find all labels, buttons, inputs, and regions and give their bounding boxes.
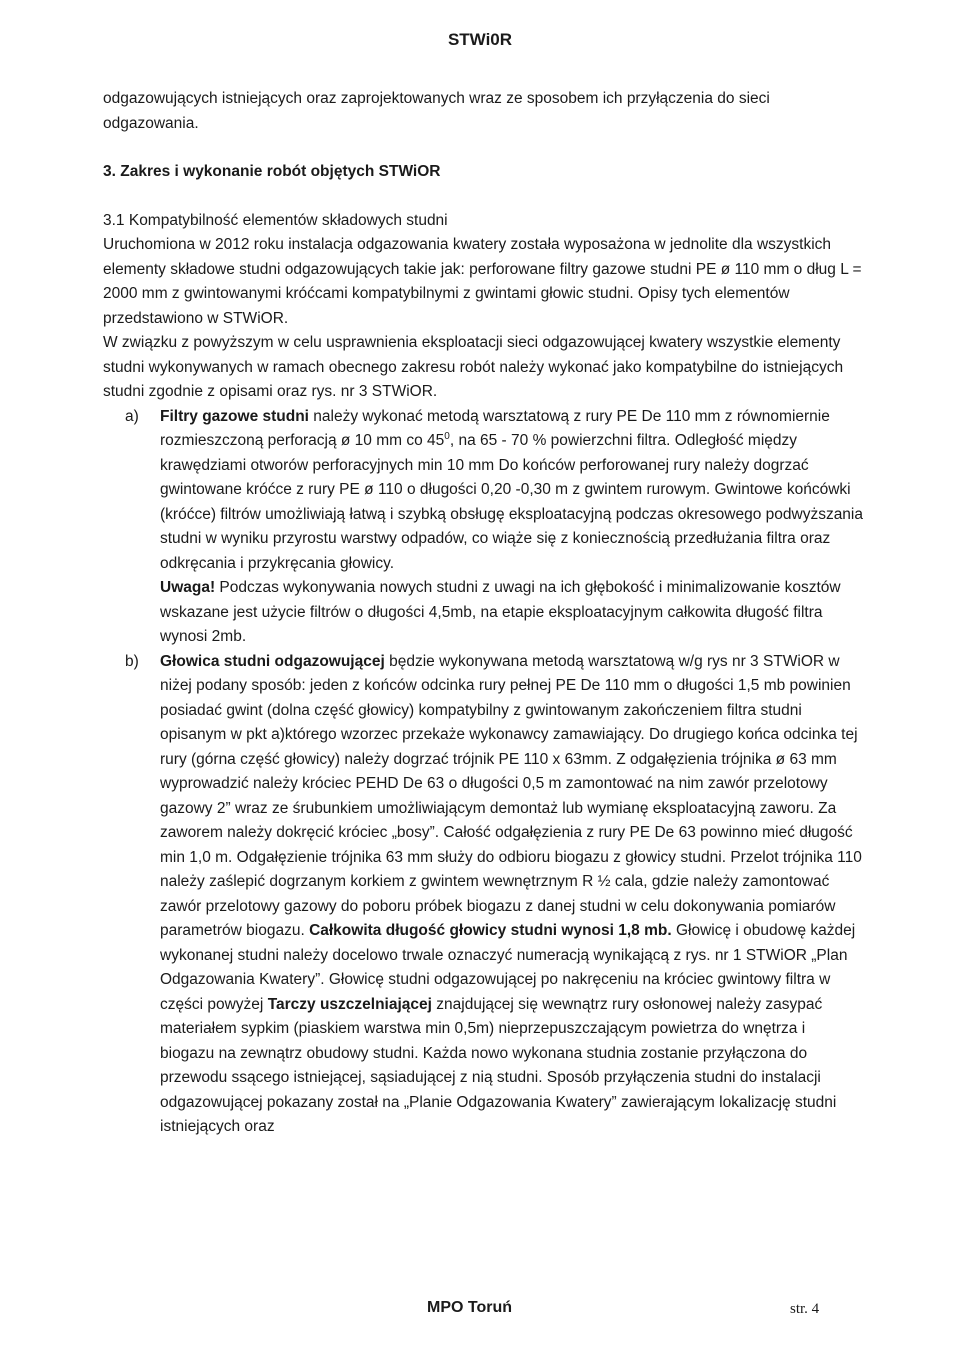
filters-bold-label: Filtry gazowe studni [160,407,309,425]
list-item-head [103,650,863,1140]
document-body [103,87,863,1140]
degree-superscript: 0 [444,430,450,442]
filters-text-2: , na 65 - 70 % powierzchni filtra. Odległość między krawędziami otworów perforacyjnych min 10 mm Do końców perforowanej rury należy dogrzać gwintowane króćce z rury PE ø 110 o długości 0,20 -0,30 m z gwintem rurowym. Gwintowe końcówki (króćce) filtrów umożliwiają łatwą i szybką obsługę eksploatacyjną podczas okresowego podwyższania studni w wyniku przyrostu warstwy odpadów, co wiąże się z koniecznością przedłużania filtra oraz odkręcania i przykręcania głowicy. [160,432,863,572]
footer-organization: MPO Toruń [427,1299,513,1316]
list-marker: a) [125,407,139,425]
subsection-heading: 3.1 Kompatybilność elementów składowych studni [103,211,448,229]
section-heading: 3. Zakres i wykonanie robót objętych STWiOR [103,163,441,180]
list-item-filters [103,405,863,650]
spacer [103,136,863,160]
filters-text-1: należy wykonać metodą warsztatową z rury PE De 110 mm z równomiernie rozmieszczoną perforacją ø 10 mm co 45 [160,407,830,449]
paragraph-compatibility: Uruchomiona w 2012 roku instalacja odgazowania kwatery została wyposażona w jednolite dla wszystkich elementy składowe studni odgazowujących takie jak: perforowane filtry gazowe studni PE ø 110 mm o dług L = 2000 mm z gwintowanymi króćcami kompatybilnymi z gwintami głowic studni. Opisy tych elementów przedstawiono w STWiOR. [103,236,862,327]
intro-paragraph: odgazowujących istniejących oraz zaprojektowanych wraz ze sposobem ich przyłączenia do sieci odgazowania. [103,90,770,132]
note-label: Uwaga! [160,579,216,596]
list-item-body [160,650,863,1140]
head-bold-seal: Tarczy uszczelniającej [267,995,432,1013]
head-text-1: będzie wykonywana metodą warsztatową w/g rys nr 3 STWiOR w niżej podany sposób: jeden z końców odcinka rury pełnej PE De 110 mm o długości 1,5 mb powinien posiadać gwint (dolna część głowicy) kompatybilny z gwintowanym zakończeniem filtra studni opisanym w pkt a)którego wzorzec przekaże wykonawcy zamawiający. Do drugiego końca odcinka tej rury (górna część głowicy) należy dogrzać trójnik PE 110 x 63mm. Z odgałęzienia trójnika ø 63 mm wyprowadzić należy króciec PEHD De 63 o długości 0,5 m zamontować na nim zawór przelotowy gazowy 2” wraz ze śrubunkiem umożliwiającym demontaż lub wymianę eksploatacyjną zaworu. Za zaworem należy dokręcić króciec „bosy”. Całość odgałęzienia z rury PE De 63 powinno mieć długość min 1,0 m. Odgałęzienie trójnika 63 mm służy do odbioru biogazu z głowicy studni. Przelot trójnika 110 należy zaślepić dogrzanym korkiem z gwintem wewnętrznym R ½ cala, gdzie należy zamontować zawór przelotowy gazowy do poboru próbek biogazu z danej studni w celu dokonywania pomiarów parametrów biogazu. [160,652,862,939]
head-paragraph [160,650,863,1140]
list-item-body [160,405,863,650]
spacer [103,185,863,209]
paragraph-requirements: W związku z powyższym w celu usprawnienia eksploatacji sieci odgazowującej kwatery wszystkie elementy studni wykonywanych w ramach obecnego zakresu robót należy wykonać jako kompatybilne do istniejących studni zgodnie z opisami oraz rys. nr 3 STWiOR. [103,334,844,400]
page-header-title: STWi0R [447,30,513,49]
list-marker: b) [125,652,139,670]
head-text-3: znajdującej się wewnątrz rury osłonowej należy zasypać materiałem sypkim (piaskiem warstwa min 0,5m) nieprzepuszczającym powietrza do wnętrza i biogazu na zewnątrz obudowy studni. Każda nowo wykonana studnia zostanie przyłączona do przewodu ssącego istniejącej, sąsiadującej z nią studni. Sposób przyłączenia studni do instalacji odgazowującej pokazany został na „Planie Odgazowania Kwatery” zawierającym lokalizację studni istniejących oraz [160,995,837,1135]
footer-page-number: str. 4 [790,1301,820,1317]
note-text: Podczas wykonywania nowych studni z uwagi na ich głębokość i minimalizowanie kosztów wskazane jest użycie filtrów o długości 4,5mb, na etapie eksploatacyjnym całkowita długość filtra wynosi 2mb. [160,579,841,645]
head-text-2: Głowicę i obudowę każdej wykonanej studni należy docelowo trwale oznaczyć numeracją wynikającą z rys. nr 1 STWiOR „Plan Odgazowania Kwatery”. Głowicę studni odgazowującej po nakręceniu na króciec gwintowy filtra w części powyżej [160,922,856,1013]
filters-paragraph [160,405,863,577]
head-bold-label: Głowica studni odgazowującej [160,652,385,670]
head-bold-length: Całkowita długość głowicy studni wynosi 1,8 mb. [309,922,672,939]
note-paragraph [160,576,863,650]
